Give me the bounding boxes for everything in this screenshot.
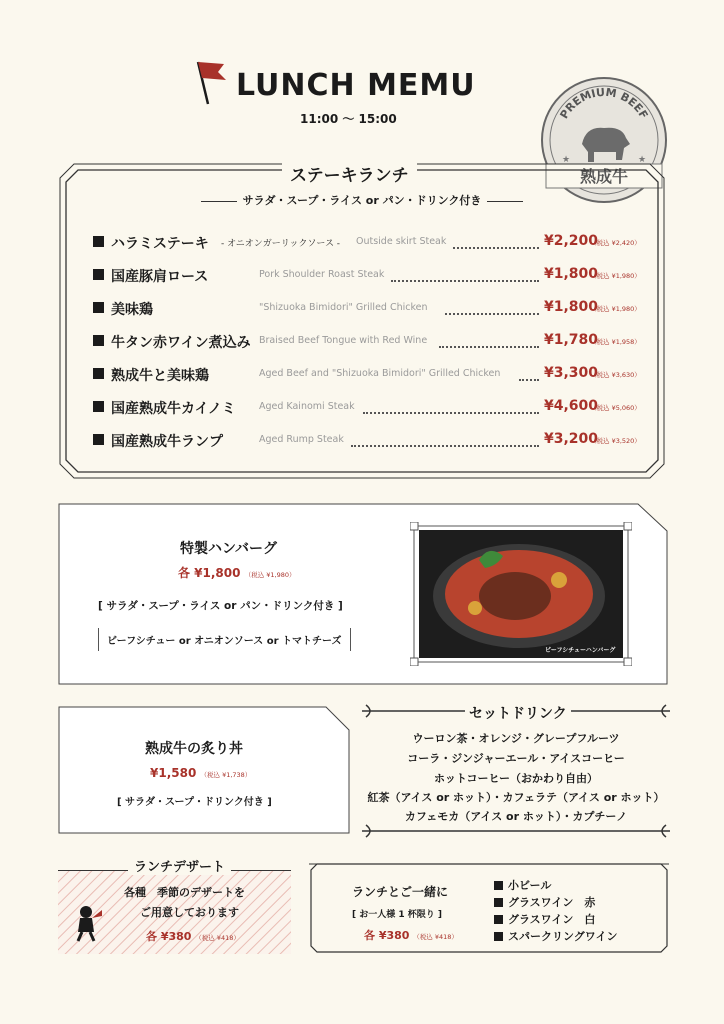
menu-item <box>93 266 663 286</box>
item-english: Aged Beef and "Shizuoka Bimidori" Grilled Chicken <box>259 368 501 379</box>
item-name: 国産豚肩ロース <box>111 269 209 285</box>
item-english: "Shizuoka Bimidori" Grilled Chicken <box>259 302 428 313</box>
dessert-title: ランチデザート <box>128 856 231 875</box>
flag-icon <box>190 58 230 106</box>
item-name: 美味鶏 <box>111 302 153 318</box>
menu-item <box>93 299 663 319</box>
item-price: ¥1,800 <box>544 266 599 282</box>
svg-text:★: ★ <box>638 155 647 165</box>
lunch-together-price: 各 ¥380 （税込 ¥418） <box>364 929 458 942</box>
item-english: Braised Beef Tongue with Red Wine <box>259 335 428 346</box>
lunch-together-item: グラスワイン 白 <box>494 911 595 927</box>
dessert-line: 各種 季節のデザートを <box>124 886 245 899</box>
badge-arc-text: PREMIUM BEEF <box>557 85 651 122</box>
lunch-together-item: 小ビール <box>494 877 551 893</box>
menu-item <box>93 332 663 352</box>
item-name: 熟成牛と美味鶏 <box>111 368 209 384</box>
item-price: ¥1,780 <box>544 332 599 348</box>
menu-item <box>93 398 663 418</box>
badge-label: 熟成牛 <box>579 167 629 186</box>
drink-line: ウーロン茶・オレンジ・グレープフルーツ <box>412 732 620 745</box>
hamburg-title: 特製ハンバーグ <box>180 541 278 557</box>
steak-includes: サラダ・スープ・ライス or パン・ドリンク付き <box>0 192 724 208</box>
lunch-together-limit: [ お一人様 1 杯限り ] <box>352 910 443 920</box>
item-tax: （税込 ¥2,420） <box>590 239 641 247</box>
svg-text:★: ★ <box>562 155 571 165</box>
dessert-line: ご用意しております <box>140 906 239 919</box>
drink-line: ホットコーヒー（おかわり自由） <box>433 772 599 785</box>
steak-section-title: ステーキランチ <box>282 161 417 186</box>
item-sauce: - オニオンガーリックソース - <box>221 239 341 249</box>
aburi-includes: [ サラダ・スープ・ドリンク付き ] <box>117 797 272 808</box>
item-name: ハラミステーキ <box>111 236 209 252</box>
item-tax: （税込 ¥5,060） <box>590 404 641 412</box>
item-price: ¥4,600 <box>544 398 599 414</box>
lunch-together-title: ランチとご一緒に <box>352 885 449 899</box>
item-english: Pork Shoulder Roast Steak <box>259 269 385 280</box>
hamburg-options: ビーフシチュー or オニオンソース or トマトチーズ <box>98 628 351 651</box>
lunch-together-item: グラスワイン 赤 <box>494 894 595 910</box>
item-tax: （税込 ¥3,520） <box>590 437 641 445</box>
item-price: ¥3,200 <box>544 431 599 447</box>
drink-line: カフェモカ（アイス or ホット）・カプチーノ <box>404 810 628 823</box>
hours-text: 11:00 〜 15:00 <box>300 112 397 126</box>
page-title: LUNCH MEMU <box>236 68 476 103</box>
aburi-title: 熟成牛の炙り丼 <box>145 741 243 757</box>
menu-item <box>93 233 663 253</box>
item-tax: （税込 ¥1,958） <box>590 338 641 346</box>
menu-item <box>93 431 663 451</box>
photo-caption: ビーフシチューハンバーグ <box>545 647 616 654</box>
lunch-together-item: スパークリングワイン <box>494 928 617 944</box>
item-name: 国産熟成牛カイノミ <box>111 401 236 417</box>
dessert-price: 各 ¥380 （税込 ¥418） <box>146 930 240 943</box>
hamburg-includes: [ サラダ・スープ・ライス or パン・ドリンク付き ] <box>98 600 343 612</box>
hamburg-photo <box>419 530 623 658</box>
item-price: ¥1,800 <box>544 299 599 315</box>
drink-line: 紅茶（アイス or ホット）・カフェラテ（アイス or ホット） <box>367 791 665 804</box>
item-price: ¥2,200 <box>544 233 599 249</box>
item-tax: （税込 ¥1,980） <box>590 305 641 313</box>
item-price: ¥3,300 <box>544 365 599 381</box>
item-english: Aged Kainomi Steak <box>259 401 355 412</box>
item-tax: （税込 ¥3,630） <box>590 371 641 379</box>
aburi-price: ¥1,580 （税込 ¥1,738） <box>150 766 252 780</box>
drink-title: セットドリンク <box>465 703 571 723</box>
item-name: 牛タン赤ワイン煮込み <box>111 335 251 351</box>
drink-line: コーラ・ジンジャーエール・アイスコーヒー <box>407 752 625 765</box>
item-english: Outside skirt Steak <box>356 236 447 247</box>
menu-item <box>93 365 663 385</box>
item-english: Aged Rump Steak <box>259 434 344 445</box>
hamburg-price: 各 ¥1,800 （税込 ¥1,980） <box>178 566 296 580</box>
item-name: 国産熟成牛ランプ <box>111 434 223 450</box>
mascot-icon <box>72 904 104 942</box>
item-tax: （税込 ¥1,980） <box>590 272 641 280</box>
